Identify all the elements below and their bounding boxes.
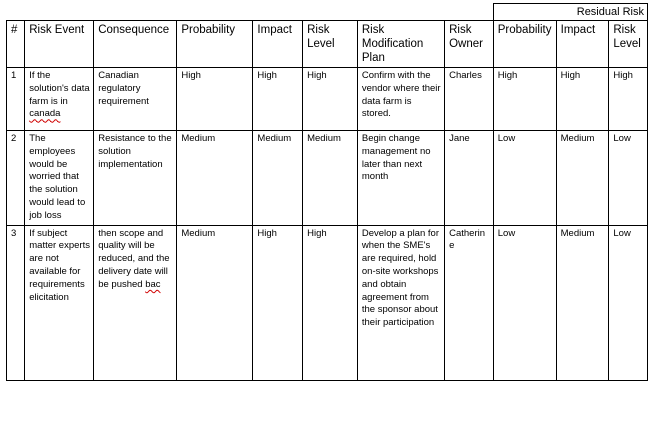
impact-cell: Medium <box>253 131 303 226</box>
spelling-flagged-word: canada <box>29 108 61 120</box>
consequence-text: then scope and quality will be reduced, and the delivery date will be pushed <box>98 227 170 290</box>
column-header-residual-impact: Impact <box>556 21 609 68</box>
residual-risk-heading: Residual Risk <box>493 4 647 21</box>
risk-owner-cell: Jane <box>445 131 494 226</box>
row-number: 3 <box>7 225 25 380</box>
probability-cell: High <box>177 68 253 131</box>
column-header-probability: Probability <box>177 21 253 68</box>
risk-modification-plan-cell: Develop a plan for when the SME's are required, hold on-site workshops and obtain agreement from the sponsor about their participation <box>357 225 444 380</box>
probability-cell: Medium <box>177 225 253 380</box>
residual-impact-cell: High <box>556 68 609 131</box>
residual-risk-header-row <box>7 4 648 21</box>
risk-owner-cell: Charles <box>445 68 494 131</box>
risk-event-cell: If subject matter experts are not available for requirements elicitation <box>25 225 94 380</box>
column-header-residual-risk-level: Risk Level <box>609 21 648 68</box>
residual-probability-cell: Low <box>493 131 556 226</box>
row-number: 2 <box>7 131 25 226</box>
residual-impact-cell: Medium <box>556 131 609 226</box>
risk-register-table <box>6 3 648 381</box>
table-row <box>7 68 648 131</box>
residual-risk-level-cell: High <box>609 68 648 131</box>
column-header-risk-level: Risk Level <box>303 21 358 68</box>
column-header-consequence: Consequence <box>94 21 177 68</box>
spelling-flagged-word: bac <box>145 278 161 290</box>
column-header-impact: Impact <box>253 21 303 68</box>
residual-probability-cell: Low <box>493 225 556 380</box>
column-header-risk-event: Risk Event <box>25 21 94 68</box>
risk-owner-cell: Catherine <box>445 225 494 380</box>
risk-modification-plan-cell: Begin change management no later than next month <box>357 131 444 226</box>
risk-event-text: If the solution's data farm is in <box>29 70 90 107</box>
risk-event-cell: The employees would be worried that the solution would lead to job loss <box>25 131 94 226</box>
consequence-cell: Resistance to the solution implementation <box>94 131 177 226</box>
residual-risk-level-cell: Low <box>609 225 648 380</box>
risk-event-cell <box>25 68 94 131</box>
column-header-risk-modification-plan: Risk Modification Plan <box>357 21 444 68</box>
residual-probability-cell: High <box>493 68 556 131</box>
table-row <box>7 131 648 226</box>
column-header-number: # <box>7 21 25 68</box>
risk-level-cell: Medium <box>303 131 358 226</box>
impact-cell: High <box>253 68 303 131</box>
consequence-cell: Canadian regulatory requirement <box>94 68 177 131</box>
column-header-residual-probability: Probability <box>493 21 556 68</box>
risk-level-cell: High <box>303 225 358 380</box>
residual-impact-cell: Medium <box>556 225 609 380</box>
residual-risk-level-cell: Low <box>609 131 648 226</box>
consequence-cell <box>94 225 177 380</box>
column-header-row <box>7 21 648 68</box>
impact-cell: High <box>253 225 303 380</box>
column-header-risk-owner: Risk Owner <box>445 21 494 68</box>
row-number: 1 <box>7 68 25 131</box>
risk-level-cell: High <box>303 68 358 131</box>
risk-modification-plan-cell: Confirm with the vendor where their data farm is stored. <box>357 68 444 131</box>
probability-cell: Medium <box>177 131 253 226</box>
table-row <box>7 225 648 380</box>
